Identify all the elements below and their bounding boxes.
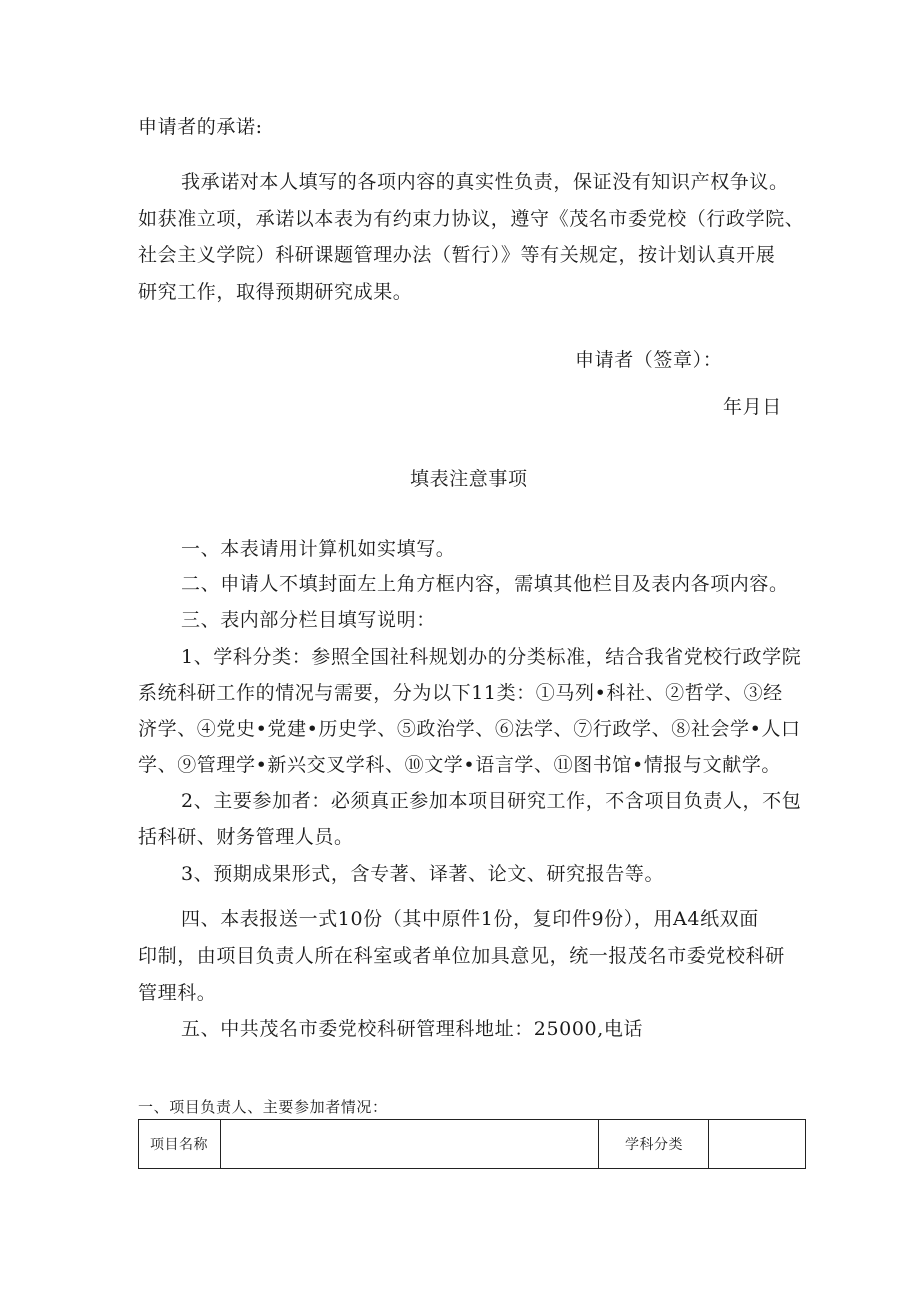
note-line: 2、主要参加者：必须真正参加本项目研究工作，不含项目负责人，不包	[181, 790, 802, 812]
signature-label: 申请者（签章）：	[575, 349, 723, 371]
date-label: 年月日	[723, 396, 782, 418]
project-info-table	[138, 1119, 806, 1169]
note-line: 一、本表请用计算机如实填写。	[181, 538, 456, 560]
pledge-line: 研究工作，取得预期研究成果。	[138, 281, 413, 303]
subject-label: 学科分类	[625, 1137, 683, 1153]
note-line: 系统科研工作的情况与需要，分为以下11类：①马列•科社、②哲学、③经	[138, 682, 783, 704]
note-line: 印制，由项目负责人所在科室或者单位加具意见，统一报茂名市委党校科研	[138, 945, 785, 967]
section-heading: 一、项目负责人、主要参加者情况：	[138, 1098, 388, 1116]
note-line: 1、学科分类：参照全国社科规划办的分类标准，结合我省党校行政学院	[181, 646, 802, 668]
note-line: 三、表内部分栏目填写说明：	[181, 609, 436, 631]
note-line: 学、⑨管理学•新兴交叉学科、⑩文学•语言学、⑪图书馆•情报与文献学。	[138, 754, 782, 776]
note-line: 括科研、财务管理人员。	[138, 826, 354, 848]
pledge-line: 我承诺对本人填写的各项内容的真实性负责，保证没有知识产权争议。	[181, 171, 789, 193]
note-line: 二、申请人不填封面左上角方框内容，需填其他栏目及表内各项内容。	[181, 573, 789, 595]
pledge-line: 如获准立项，承诺以本表为有约束力协议，遵守《茂名市委党校（行政学院、	[138, 208, 805, 230]
subject-label-cell	[599, 1120, 709, 1168]
project-name-label-cell	[139, 1120, 221, 1168]
project-name-field[interactable]	[221, 1120, 599, 1168]
note-line: 四、本表报送一式10份（其中原件1份，复印件9份），用A4纸双面	[181, 908, 759, 930]
note-line: 管理科。	[138, 982, 217, 1004]
pledge-heading: 申请者的承诺:	[138, 116, 263, 138]
project-name-label: 项目名称	[150, 1137, 208, 1153]
note-line: 五、中共茂名市委党校科研管理科地址：25000,电话	[181, 1018, 644, 1040]
notes-title: 填表注意事项	[410, 468, 528, 490]
pledge-line: 社会主义学院）科研课题管理办法（暂行）》等有关规定，按计划认真开展	[138, 244, 776, 266]
subject-field[interactable]	[709, 1120, 805, 1168]
note-line: 济学、④党史•党建•历史学、⑤政治学、⑥法学、⑦行政学、⑧社会学•人口	[138, 718, 801, 740]
note-line: 3、预期成果形式，含专著、译著、论文、研究报告等。	[181, 863, 665, 885]
